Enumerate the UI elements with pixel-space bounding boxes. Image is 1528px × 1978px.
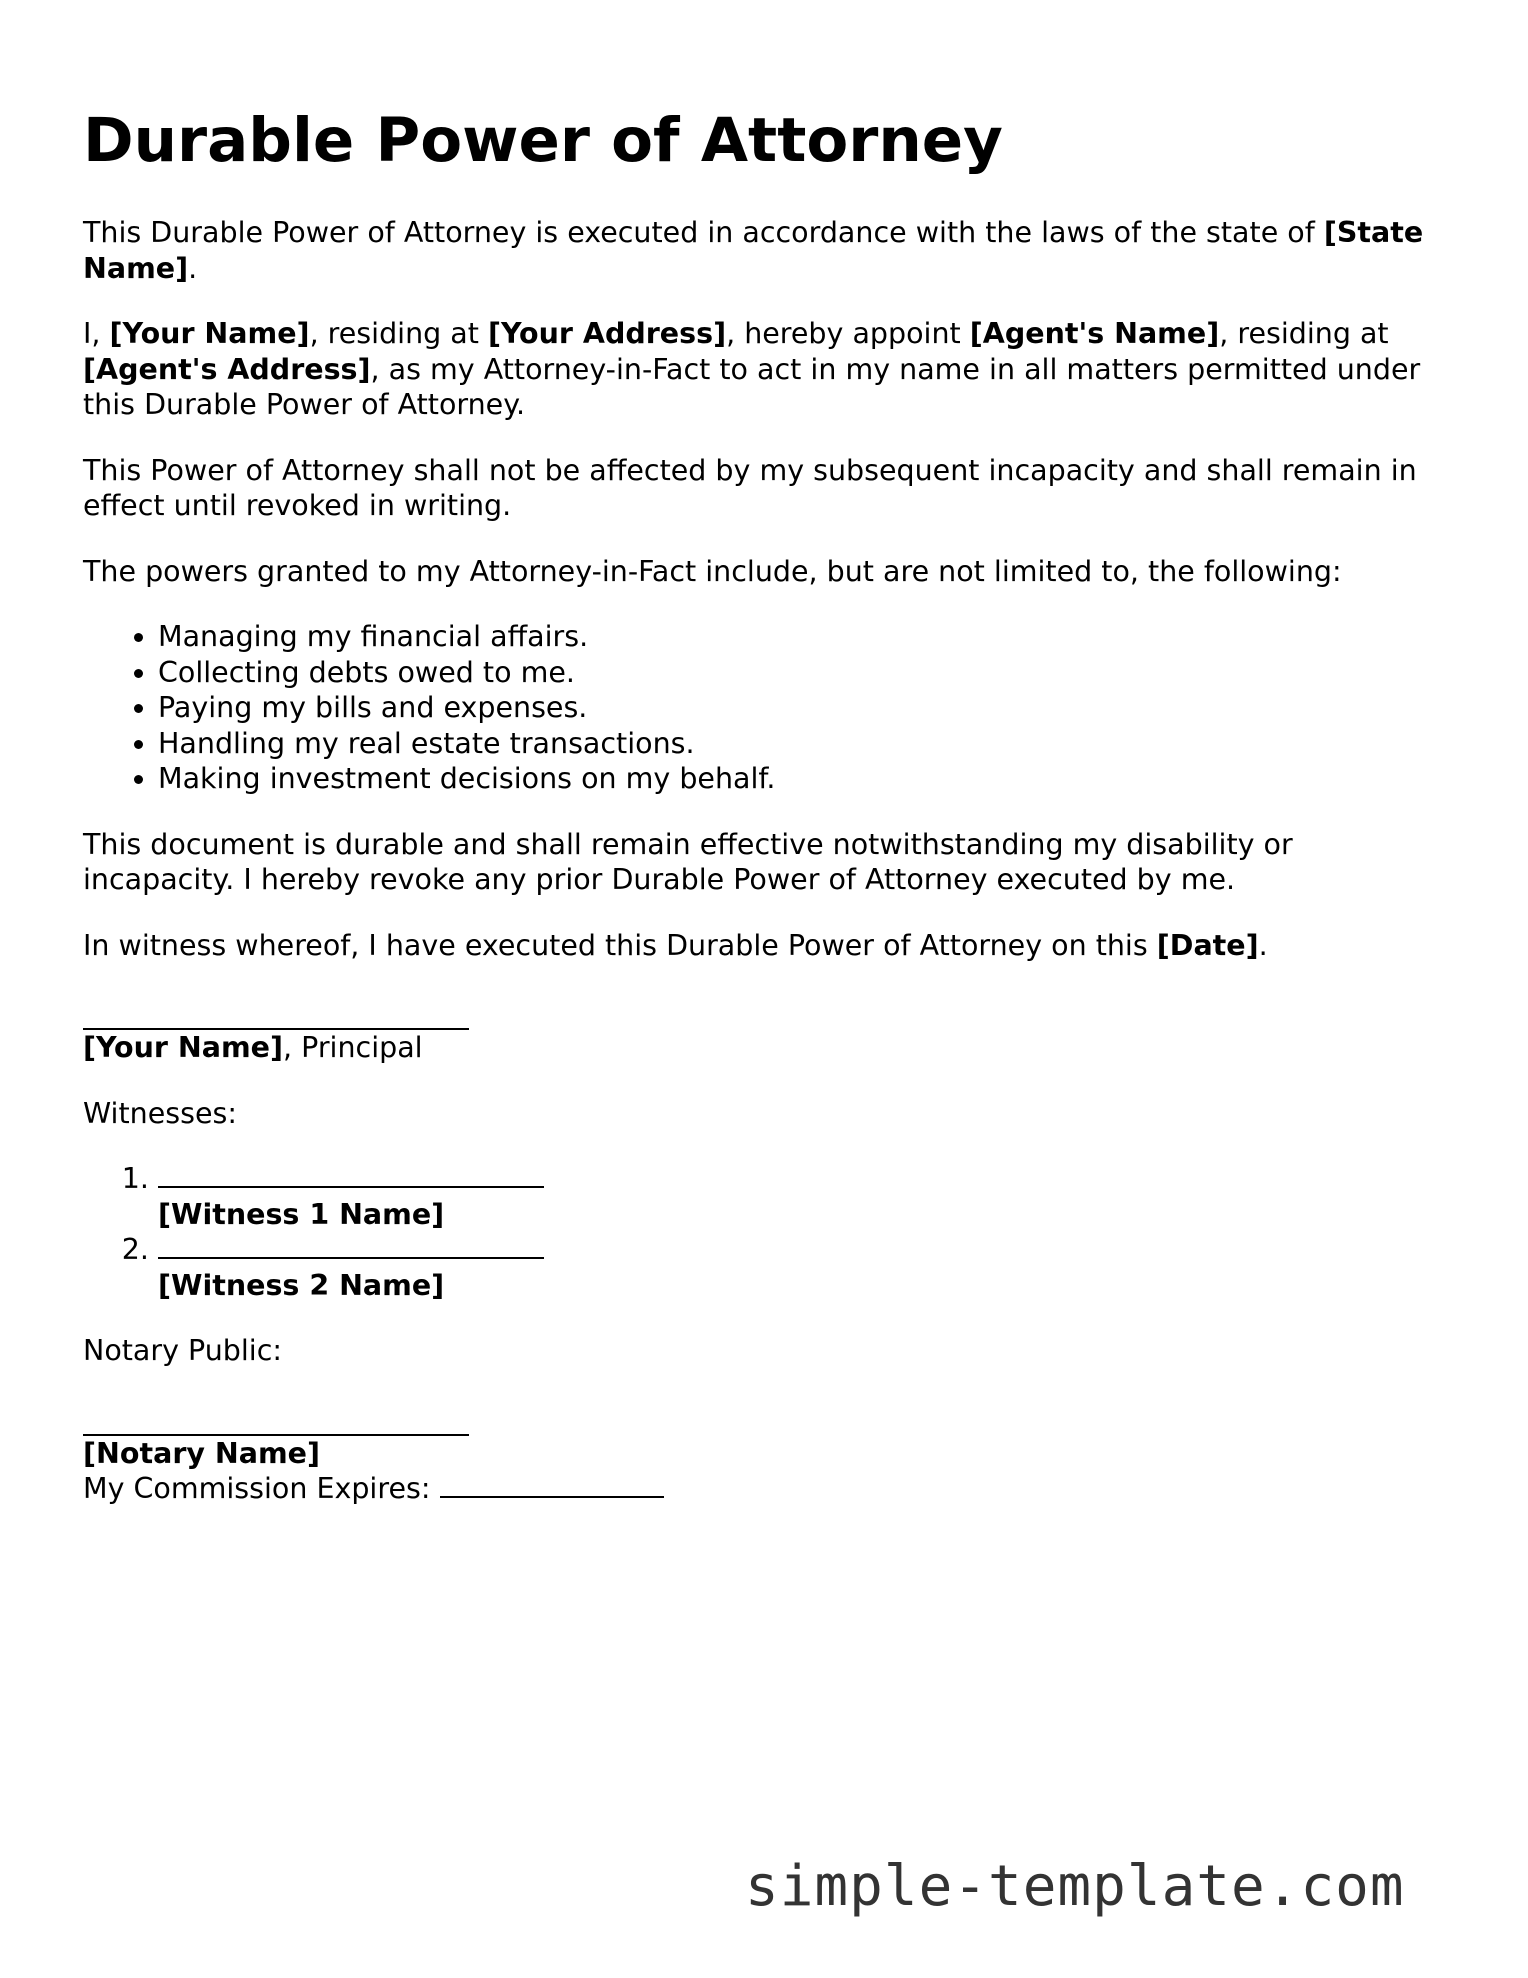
revocation-paragraph: This document is durable and shall remain effective notwithstanding my disability or incapacity. I hereby revoke any prior Durable Power of Attorney executed by me. <box>83 827 1293 896</box>
principal-name: [Your Name] <box>83 1031 284 1064</box>
list-item <box>158 1161 1453 1232</box>
witnesses-list <box>83 1161 1453 1303</box>
notary-signature-line[interactable] <box>83 1399 469 1436</box>
document-page <box>83 105 1453 1537</box>
appointment-paragraph: I, [Your Name], residing at [Your Address], hereby appoint [Agent's Name], residing at [Agent's Address], as my Attorney-in-Fact to act in my name in all matters permitted under this Durable Power of Attorney. <box>83 317 1421 421</box>
powers-intro: The powers granted to my Attorney-in-Fact include, but are not limited to, the following: <box>83 554 1342 588</box>
document-title: Durable Power of Attorney <box>83 105 1003 176</box>
principal-signature-block <box>83 993 1453 1066</box>
your-address-placeholder: [Your Address] <box>488 317 727 350</box>
watermark: simple-template.com <box>745 1854 1405 1919</box>
list-item: • Handling my real estate transactions. <box>158 726 1453 762</box>
list-item: • Collecting debts owed to me. <box>158 655 1453 691</box>
witness-2-signature-line[interactable] <box>158 1235 544 1259</box>
agent-address-placeholder: [Agent's Address] <box>83 352 371 386</box>
witnesses-label: Witnesses: <box>83 1096 237 1130</box>
notary-label: Notary Public: <box>83 1334 282 1367</box>
witness-clause: In witness whereof, I have executed this Durable Power of Attorney on this [Date]. <box>83 928 1268 962</box>
intro-text: This Durable Power of Attorney is executed in accordance with the laws of the state of <box>83 216 1324 249</box>
list-item: • Paying my bills and expenses. <box>158 690 1453 726</box>
date-placeholder: [Date] <box>1156 928 1259 962</box>
commission-label: My Commission Expires: <box>83 1472 440 1505</box>
notary-name: [Notary Name] <box>83 1436 321 1470</box>
witness-2-name: [Witness 2 Name] <box>158 1268 445 1302</box>
state-name-placeholder: [State Name] <box>83 216 1424 285</box>
witness-1-name: [Witness 1 Name] <box>158 1197 445 1231</box>
list-item: • Managing my financial affairs. <box>158 619 1453 655</box>
commission-expiry-line[interactable] <box>440 1472 664 1498</box>
powers-list <box>83 619 1453 797</box>
list-item <box>158 1232 1453 1303</box>
agent-name-placeholder: [Agent's Name] <box>969 317 1220 350</box>
intro-paragraph: This Durable Power of Attorney is executed in accordance with the laws of the state of [State Name]. <box>83 216 1424 285</box>
principal-role: , Principal <box>283 1031 423 1064</box>
principal-signature-line[interactable] <box>83 993 469 1030</box>
witness-1-signature-line[interactable] <box>158 1164 544 1188</box>
notary-signature-block <box>83 1399 1453 1507</box>
your-name-placeholder: [Your Name] <box>109 317 310 350</box>
durability-paragraph: This Power of Attorney shall not be affected by my subsequent incapacity and shall remain in effect until revoked in writing. <box>83 453 1417 522</box>
list-item: • Making investment decisions on my behalf. <box>158 761 1453 797</box>
